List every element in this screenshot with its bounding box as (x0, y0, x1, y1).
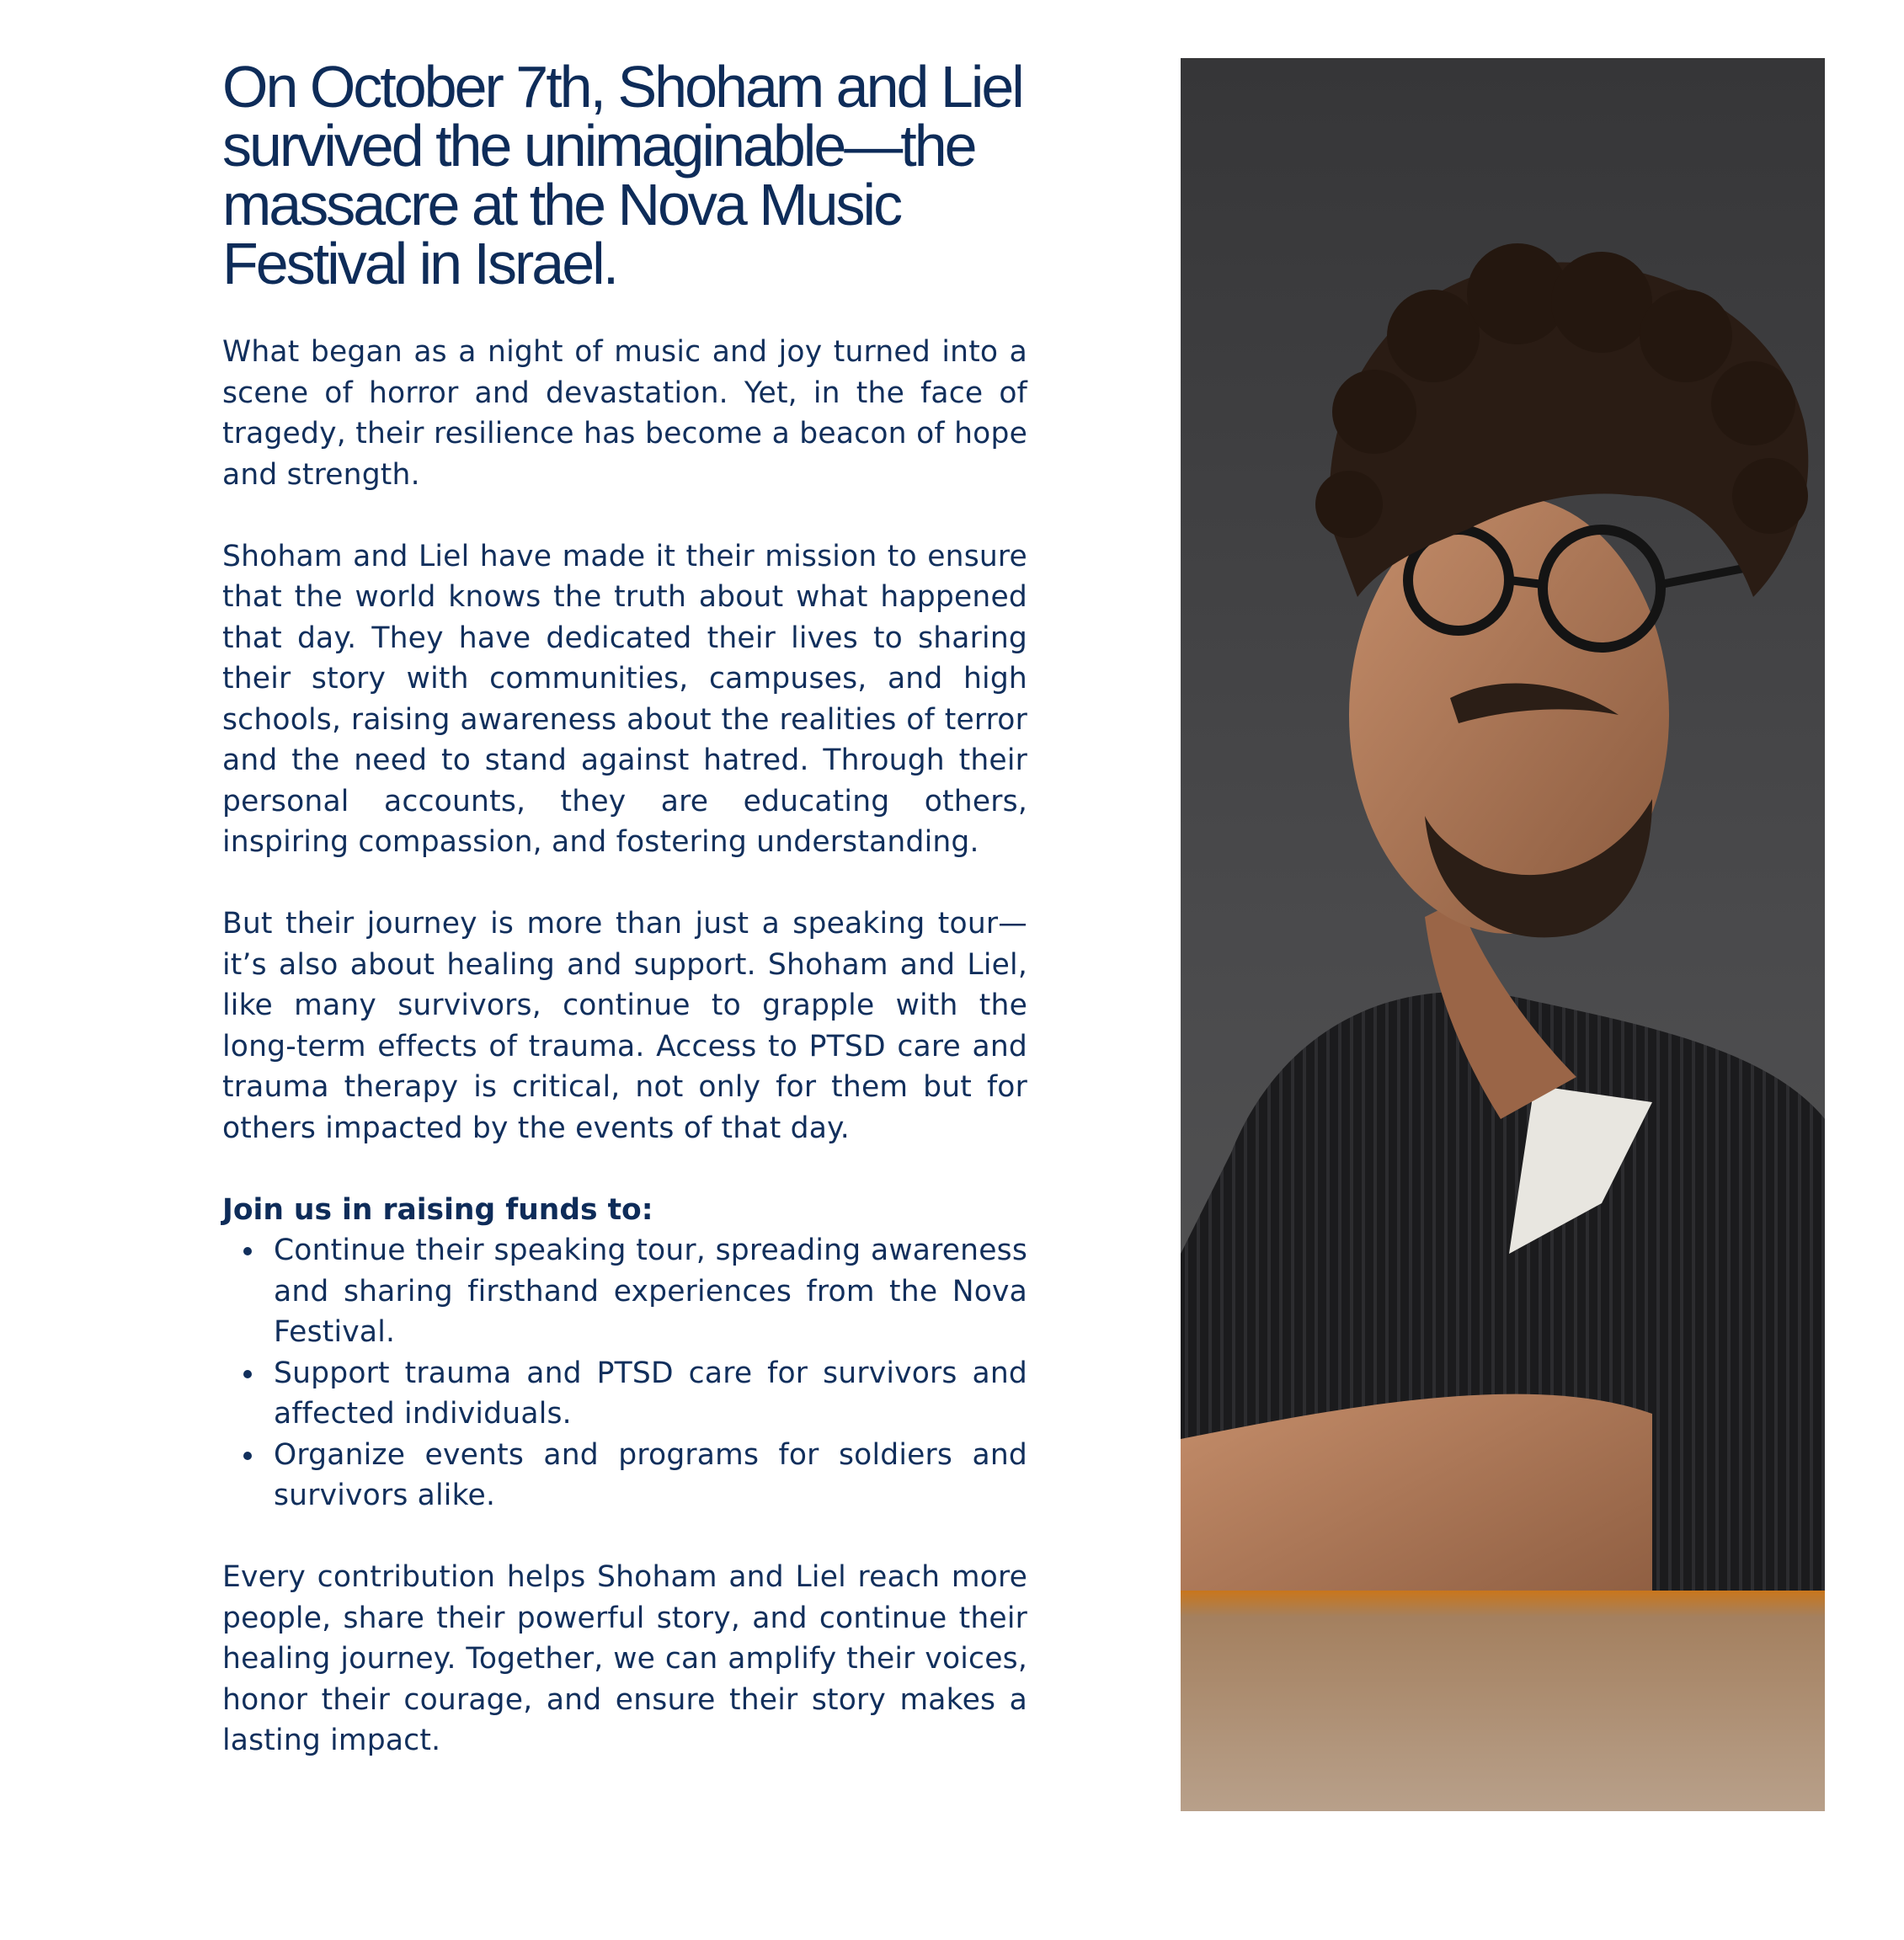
healing-paragraph: But their journey is more than just a speaking tour—it’s also about healing and support. Shoham and Liel, like many survivors, continue to grapple with the long-term effects of trauma. Access to PTSD care and trauma therapy is critical, not only for them but for others impacted by the events of that day. (222, 907, 1027, 1145)
portrait-illustration (1181, 58, 1825, 1811)
bullet-icon (243, 1247, 252, 1255)
fundraising-goals-list (222, 1230, 1027, 1516)
list-item-text: Continue their speaking tour, spreading awareness and sharing firsthand experiences from the Nova Festival. (274, 1234, 1027, 1349)
list-item (222, 1353, 1027, 1435)
bullet-icon (243, 1452, 252, 1460)
list-item-text: Support trauma and PTSD care for survivors and affected individuals. (274, 1356, 1027, 1431)
article (222, 54, 1027, 1802)
intro-paragraph: What began as a night of music and joy turned into a scene of horror and devastation. Yet, in the face of tragedy, their resilience has become a beacon of hope and strength. (222, 335, 1027, 492)
page-title: On October 7th, Shoham and Liel survived the unimaginable—the massacre at the Nova Music Festival in Israel. (222, 54, 1022, 296)
list-item (222, 1230, 1027, 1353)
portrait-photo (1181, 58, 1825, 1811)
list-item (222, 1435, 1027, 1516)
mission-paragraph: Shoham and Liel have made it their mission to ensure that the world knows the truth about what happened that day. They have dedicated their lives to sharing their story with communities, campuses, and high schools, raising awareness about the realities of terror and the need to stand against hatred. Through their personal accounts, they are educating others, inspiring compassion, and fostering understanding. (222, 539, 1027, 859)
bullet-icon (243, 1370, 252, 1378)
join-heading: Join us in raising funds to: (222, 1192, 653, 1227)
list-item-text: Organize events and programs for soldiers and survivors alike. (274, 1437, 1027, 1512)
closing-paragraph: Every contribution helps Shoham and Liel reach more people, share their powerful story, and continue their healing journey. Together, we can amplify their voices, honor their courage, and ensure their story makes a lasting impact. (222, 1560, 1027, 1757)
